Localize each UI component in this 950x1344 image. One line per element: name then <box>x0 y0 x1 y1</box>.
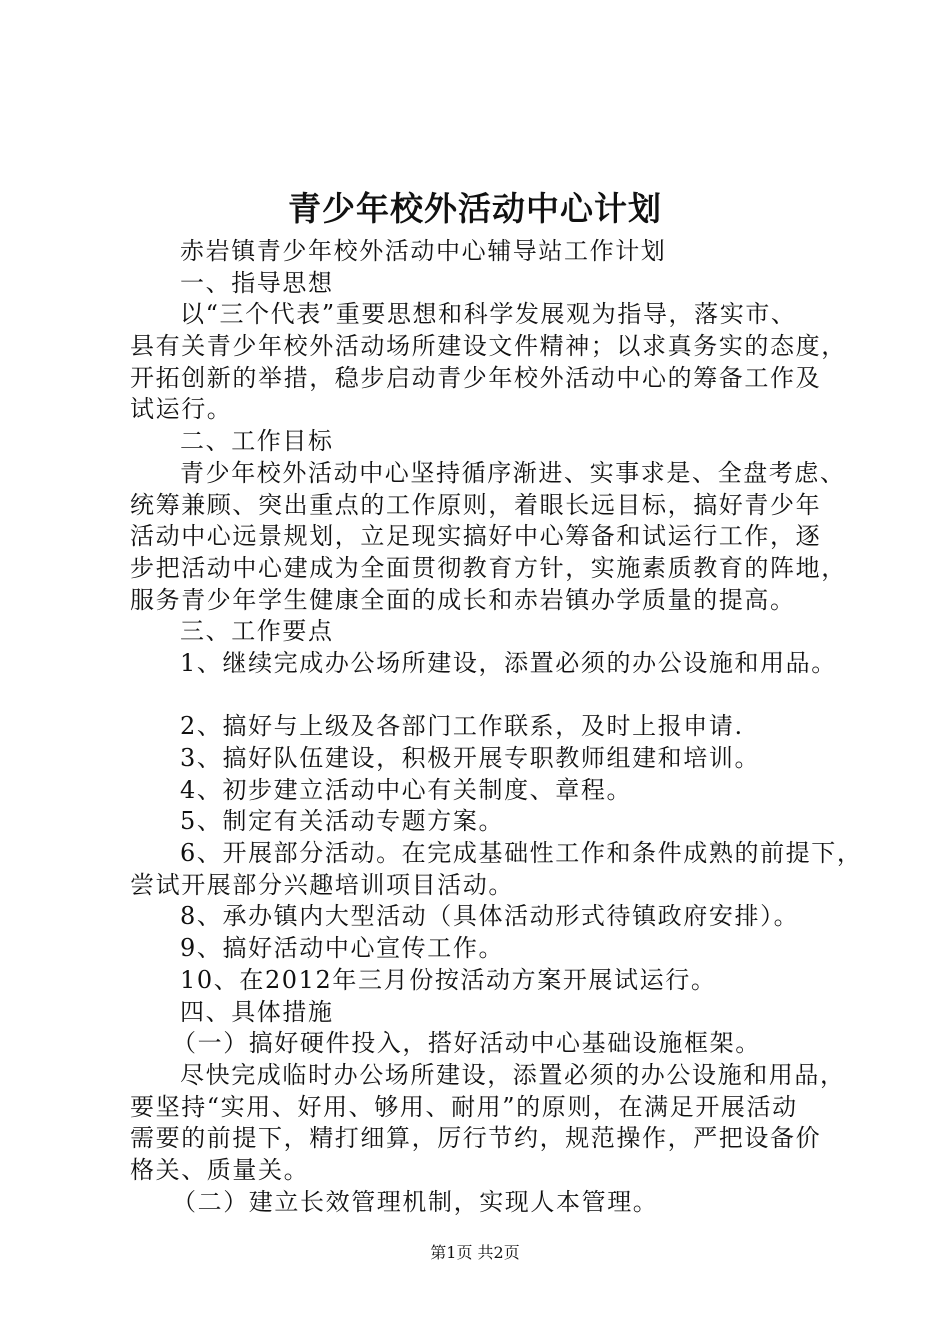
paragraph-line: 活动中心远景规划，立足现实搞好中心筹备和试运行工作，逐 <box>130 522 822 551</box>
section-heading: 二、工作目标 <box>180 427 334 456</box>
list-item: 6、开展部分活动。在完成基础性工作和条件成熟的前提下， <box>180 839 863 868</box>
subsection-heading: （二）建立长效管理机制，实现人本管理。 <box>172 1187 659 1216</box>
list-item: 4、初步建立活动中心有关制度、章程。 <box>180 775 633 804</box>
paragraph-line: 赤岩镇青少年校外活动中心辅导站工作计划 <box>180 237 667 265</box>
list-item: 9、搞好活动中心宣传工作。 <box>180 934 505 963</box>
paragraph-line: 统筹兼顾、突出重点的工作原则，着眼长远目标，搞好青少年 <box>130 490 822 519</box>
paragraph-line: 以“三个代表”重要思想和科学发展观为指导，落实市、 <box>180 300 797 329</box>
paragraph-line: 青少年校外活动中心坚持循序渐进、实事求是、全盘考虑、 <box>180 458 846 487</box>
document-title: 青少年校外活动中心计划 <box>288 189 662 228</box>
list-item: 5、制定有关活动专题方案。 <box>180 807 505 836</box>
document-body <box>130 236 863 1218</box>
paragraph-line: 县有关青少年校外活动场所建设文件精神；以求真务实的态度， <box>130 332 847 361</box>
paragraph-line: 尝试开展部分兴趣培训项目活动。 <box>130 870 514 899</box>
paragraph-line: 步把活动中心建成为全面贯彻教育方针，实施素质教育的阵地， <box>130 553 847 582</box>
list-item: 2、搞好与上级及各部门工作联系，及时上报申请. <box>180 712 744 741</box>
paragraph-line: 尽快完成临时办公场所建设，添置必须的办公设施和用品， <box>180 1060 846 1089</box>
paragraph-line: 开拓创新的举措，稳步启动青少年校外活动中心的筹备工作及 <box>130 363 822 392</box>
list-item: 8、承办镇内大型活动（具体活动形式待镇政府安排）。 <box>180 902 800 931</box>
subsection-heading: （一）搞好硬件投入，搭好活动中心基础设施框架。 <box>172 1029 761 1058</box>
paragraph-line: 需要的前提下，精打细算，厉行节约，规范操作，严把设备价 <box>130 1124 822 1153</box>
paragraph-line: 服务青少年学生健康全面的成长和赤岩镇办学质量的提高。 <box>130 585 796 614</box>
blank-line <box>130 680 830 712</box>
paragraph-line: 格关、质量关。 <box>130 1155 310 1184</box>
paragraph-line: 要坚持“实用、好用、够用、耐用”的原则，在满足开展活动 <box>130 1092 798 1121</box>
section-heading: 一、指导思想 <box>180 268 334 297</box>
section-heading: 三、工作要点 <box>180 617 334 646</box>
list-item: 1、继续完成办公场所建设，添置必须的办公设施和用品。 <box>180 648 837 677</box>
list-item: 10、在2012年三月份按活动方案开展试运行。 <box>180 965 717 994</box>
list-item: 3、搞好队伍建设，积极开展专职教师组建和培训。 <box>180 744 761 772</box>
paragraph-line: 试运行。 <box>130 395 233 424</box>
page-footer: 第1页 共2页 <box>430 1243 520 1262</box>
section-heading: 四、具体措施 <box>180 997 334 1026</box>
